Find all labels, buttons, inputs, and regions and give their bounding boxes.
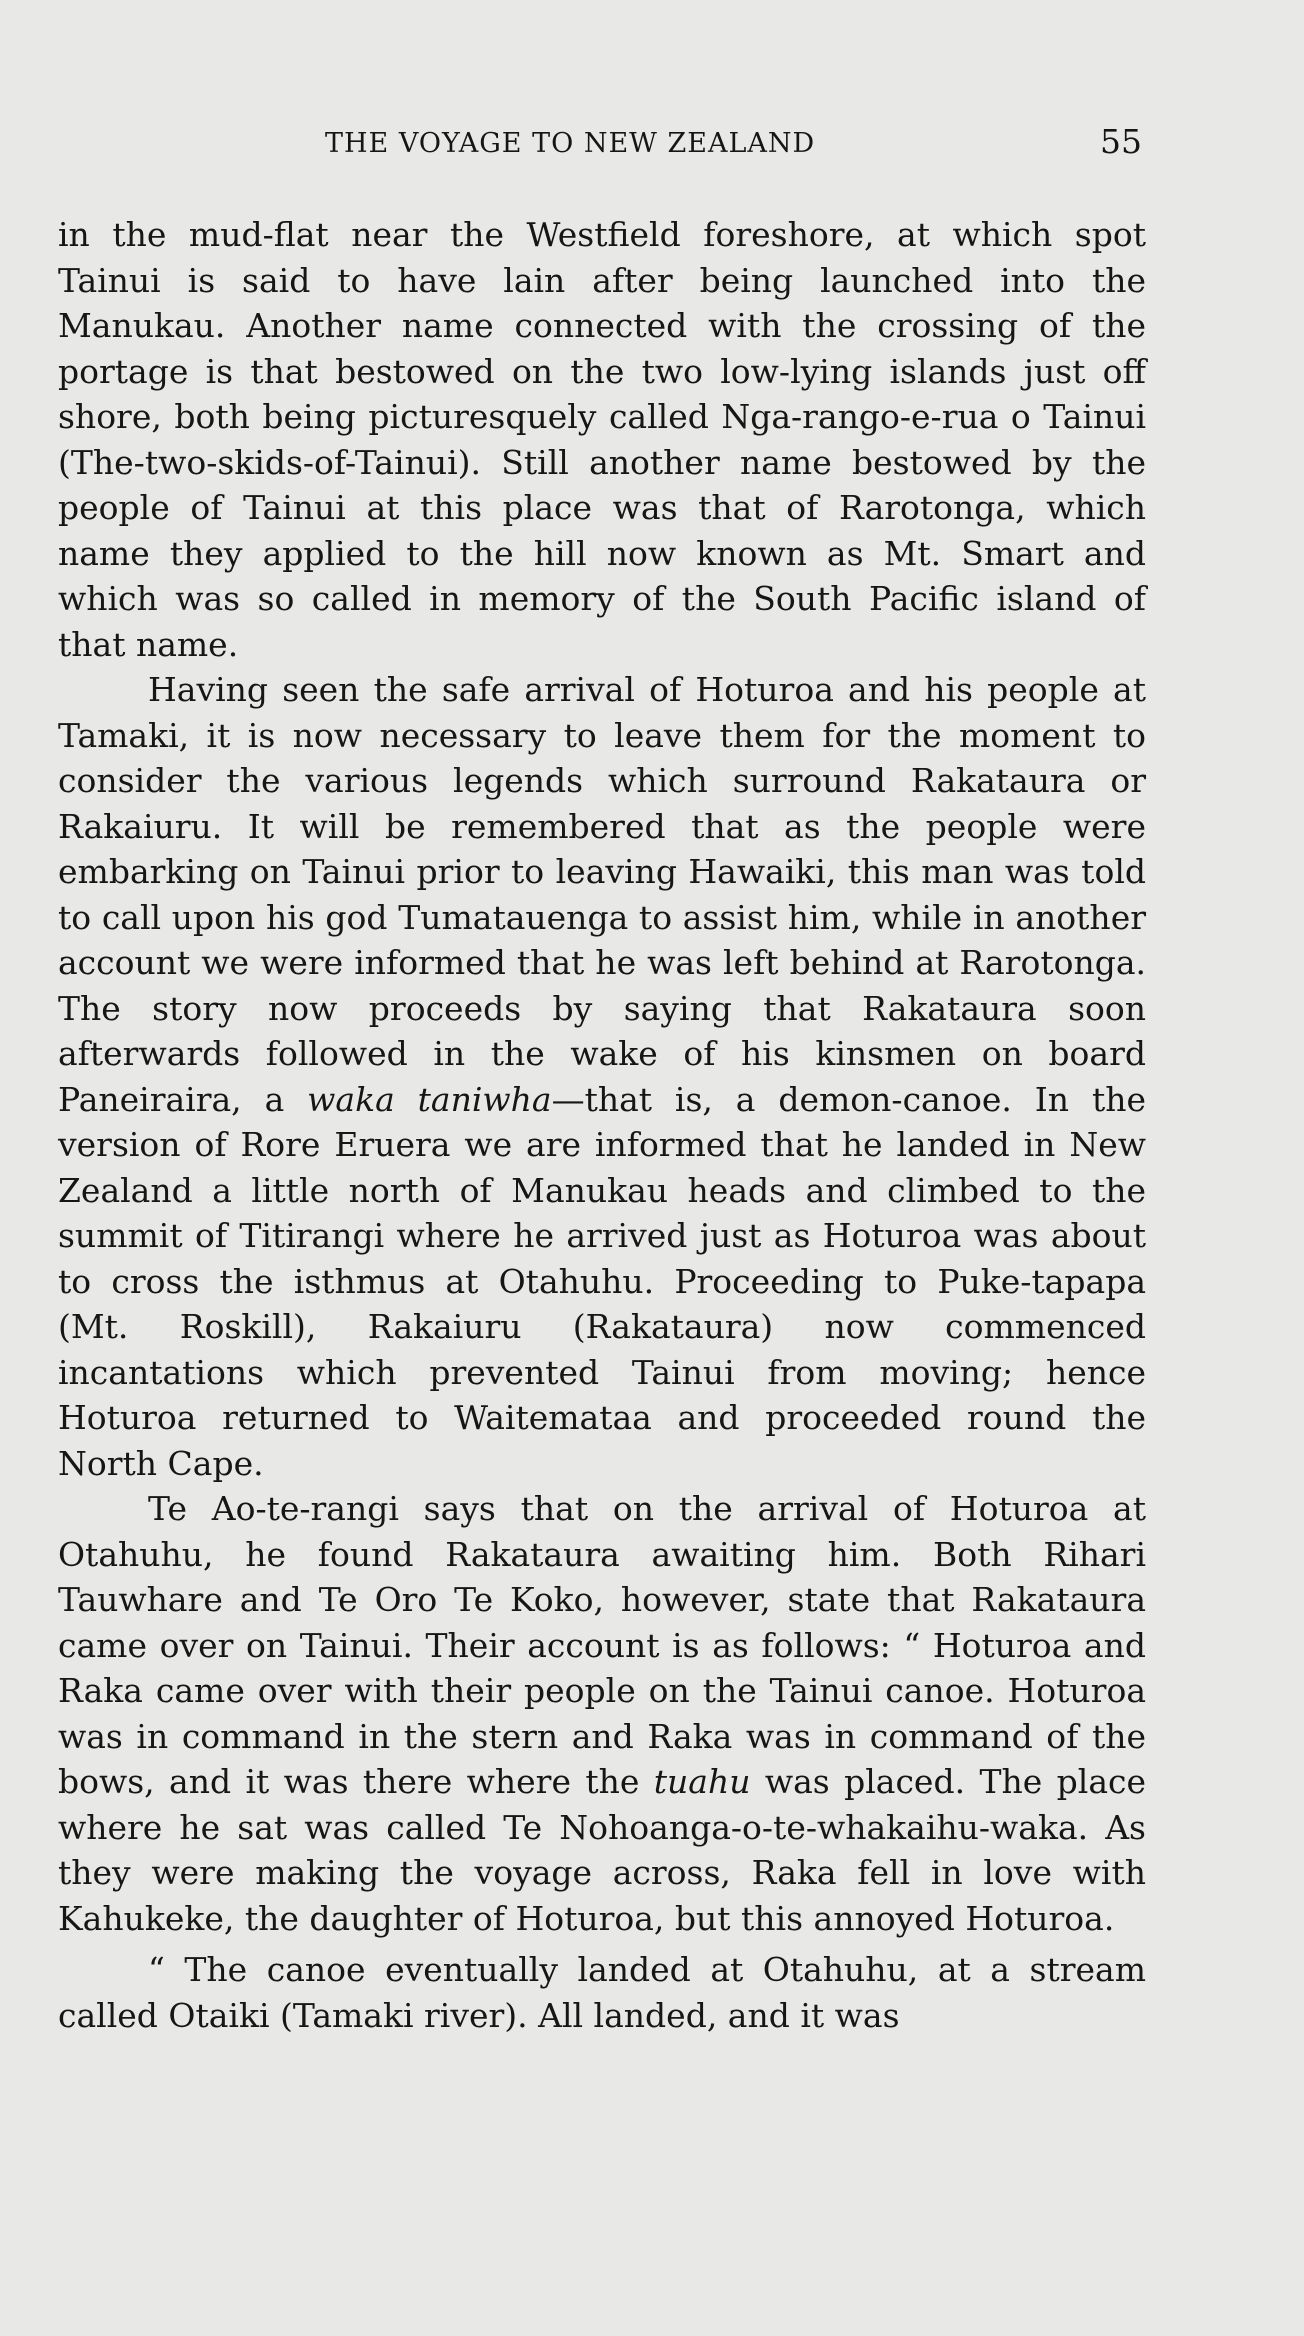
running-header: THE VOYAGE TO NEW ZEALAND — [325, 128, 816, 159]
paragraph-2 — [58, 667, 1146, 1486]
italic-term-tuahu: tuahu — [653, 1762, 751, 1801]
paragraph-3-text-b: was placed. The place where he sat was called Te Nohoanga-o-te-whakaihu-waka. As they were making the voyage across, Raka fell in love with Kahukeke, the daughter of Hoturoa, but this annoyed Hoturoa. — [58, 1762, 1146, 1938]
italic-term-waka-taniwha: waka taniwha — [307, 1079, 552, 1119]
paragraph-2-text-a: Having seen the safe arrival of Hoturoa and his people at Tamaki, it is now necessary to leave them for the moment to consider the various legends which surround Rakataura or Rakaiuru. It will be remembered that as the people were embarking on Tainui prior to leaving Hawaiki, this man was told to call upon his god Tumatauenga to assist him, while in another account we were informed that he was left behind at Rarotonga. The story now proceeds by saying that Rakataura soon afterwards followed in the wake of his kinsmen on board Paneiraira, a — [58, 670, 1146, 1119]
paragraph-3-text-a: Te Ao-te-rangi says that on the arrival of Hoturoa at Otahuhu, he found Rakataura awaiting him. Both Rihari Tauwhare and Te Oro Te Koko, however, state that Rakataura came over on Tainui. Their account is as follows: “ Hoturoa and Raka came over with their people on the Tainui canoe. Hoturoa was in command in the stern and Raka was in command of the bows, and it was there where the — [58, 1489, 1146, 1801]
page-number: 55 — [1100, 122, 1142, 161]
paragraph-3 — [58, 1486, 1146, 1941]
body-text — [58, 212, 1146, 2038]
paragraph-4: “ The canoe eventually landed at Otahuhu, at a stream called Otaiki (Tamaki river). All landed, and it was — [58, 1950, 1146, 2035]
paragraph-1: in the mud-flat near the Westfield foreshore, at which spot Tainui is said to have lain after being launched into the Manukau. Another name connected with the crossing of the portage is that bestowed on the two low-lying islands just off shore, both being picturesquely called Nga-rango-e-rua o Tainui (The-two-skids-of-Tainui). Still another name bestowed by the people of Tainui at this place was that of Rarotonga, which name they applied to the hill now known as Mt. Smart and which was so called in memory of the South Pacific island of that name. — [58, 215, 1146, 664]
paragraph-2-text-b: —that is, a demon-canoe. In the version of Rore Eruera we are informed that he landed in New Zealand a little north of Manukau heads and climbed to the summit of Titirangi where he arrived just as Hoturoa was about to cross the isthmus at Otahuhu. Proceeding to Puke-tapapa (Mt. Roskill), Rakaiuru (Rakataura) now commenced incantations which prevented Tainui from moving; hence Hoturoa returned to Waitemataa and proceeded round the North Cape. — [58, 1079, 1146, 1483]
